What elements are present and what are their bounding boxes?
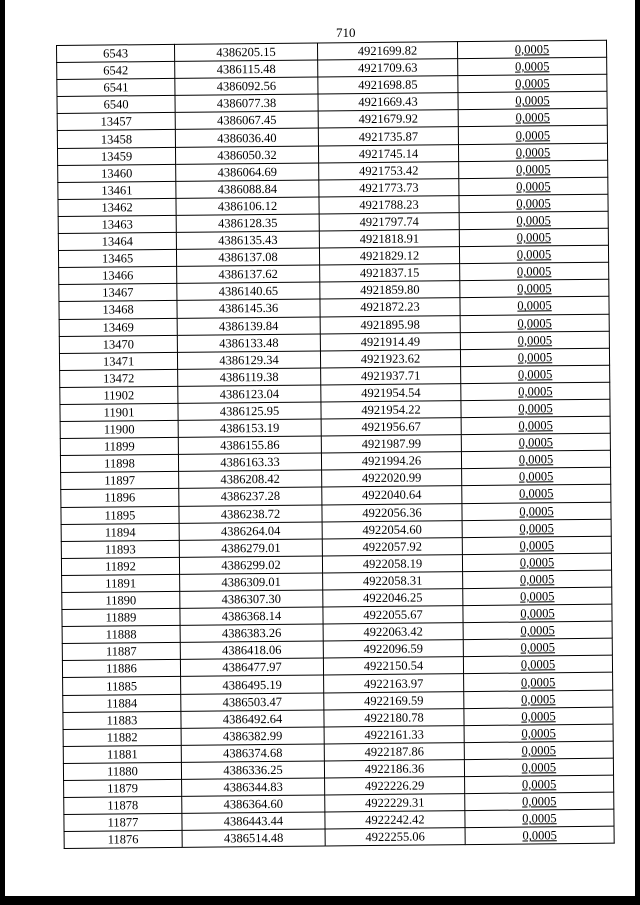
y-coordinate-cell: 4921735.87 (318, 127, 458, 145)
value-cell: 0,0005 (459, 245, 608, 264)
y-coordinate-cell: 4921698.85 (318, 76, 458, 94)
point-number-cell: 11893 (61, 540, 179, 558)
y-coordinate-cell: 4921923.62 (320, 349, 460, 367)
value-cell: 0,0005 (459, 160, 608, 179)
y-coordinate-cell: 4921679.92 (318, 110, 458, 128)
point-number-cell: 11886 (62, 660, 180, 678)
y-coordinate-cell: 4921987.99 (321, 435, 461, 453)
x-coordinate-cell: 4386307.30 (180, 590, 323, 608)
y-coordinate-cell: 4922161.33 (324, 725, 464, 743)
y-coordinate-cell: 4921994.26 (321, 452, 461, 470)
point-number-cell: 13468 (59, 301, 177, 319)
value-cell: 0,0005 (462, 536, 611, 555)
x-coordinate-cell: 4386115.48 (175, 60, 318, 78)
coordinates-sheet (56, 42, 610, 863)
y-coordinate-cell: 4922046.25 (323, 589, 463, 607)
y-coordinate-cell: 4921797.74 (319, 213, 459, 231)
x-coordinate-cell: 4386279.01 (179, 539, 322, 557)
x-coordinate-cell: 4386495.19 (181, 675, 324, 693)
point-number-cell: 13472 (60, 369, 178, 387)
y-coordinate-cell: 4921937.71 (321, 366, 461, 384)
value-cell: 0,0005 (461, 399, 610, 418)
value-cell: 0,0005 (464, 707, 613, 726)
y-coordinate-cell: 4921773.73 (319, 178, 459, 196)
y-coordinate-cell: 4922150.54 (323, 657, 463, 675)
x-coordinate-cell: 4386503.47 (181, 693, 324, 711)
x-coordinate-cell: 4386119.38 (178, 368, 321, 386)
x-coordinate-cell: 4386092.56 (175, 77, 318, 95)
y-coordinate-cell: 4921859.80 (320, 281, 460, 299)
y-coordinate-cell: 4922056.36 (322, 503, 462, 521)
x-coordinate-cell: 4386133.48 (177, 334, 320, 352)
y-coordinate-cell: 4921699.82 (317, 42, 457, 60)
x-coordinate-cell: 4386137.08 (176, 248, 319, 266)
y-coordinate-cell: 4921914.49 (320, 332, 460, 350)
x-coordinate-cell: 4386208.42 (179, 470, 322, 488)
value-cell: 0,0005 (458, 57, 607, 76)
y-coordinate-cell: 4922186.36 (324, 760, 464, 778)
value-cell: 0,0005 (462, 485, 611, 504)
point-number-cell: 11879 (64, 779, 182, 797)
x-coordinate-cell: 4386309.01 (180, 573, 323, 591)
x-coordinate-cell: 4386128.35 (176, 214, 319, 232)
x-coordinate-cell: 4386364.60 (182, 795, 325, 813)
value-cell: 0,0005 (465, 826, 614, 845)
value-cell: 0,0005 (458, 74, 607, 93)
value-cell: 0,0005 (461, 450, 610, 469)
point-number-cell: 11894 (61, 523, 179, 541)
x-coordinate-cell: 4386336.25 (181, 761, 324, 779)
value-cell: 0,0005 (465, 775, 614, 794)
point-number-cell: 11895 (61, 506, 179, 524)
x-coordinate-cell: 4386383.26 (180, 624, 323, 642)
x-coordinate-cell: 4386368.14 (180, 607, 323, 625)
point-number-cell: 6542 (57, 61, 175, 79)
x-coordinate-cell: 4386077.38 (175, 94, 318, 112)
x-coordinate-cell: 4386145.36 (177, 299, 320, 317)
point-number-cell: 11885 (63, 677, 181, 695)
value-cell: 0,0005 (463, 587, 612, 606)
x-coordinate-cell: 4386514.48 (182, 829, 325, 847)
value-cell: 0,0005 (464, 724, 613, 743)
point-number-cell: 11877 (64, 814, 182, 832)
page-number: 710 (336, 25, 356, 40)
coordinates-table (56, 40, 615, 850)
value-cell: 0,0005 (460, 348, 609, 367)
point-number-cell: 11883 (63, 711, 181, 729)
x-coordinate-cell: 4386344.83 (182, 778, 325, 796)
scan-edge-left (0, 0, 5, 905)
point-number-cell: 11901 (60, 403, 178, 421)
table-body (57, 40, 615, 849)
value-cell: 0,0005 (461, 433, 610, 452)
value-cell: 0,0005 (461, 416, 610, 435)
y-coordinate-cell: 4922226.29 (325, 777, 465, 795)
value-cell: 0,0005 (461, 365, 610, 384)
value-cell: 0,0005 (459, 228, 608, 247)
x-coordinate-cell: 4386106.12 (176, 197, 319, 215)
x-coordinate-cell: 4386064.69 (176, 163, 319, 181)
y-coordinate-cell: 4922058.19 (322, 554, 462, 572)
point-number-cell: 13460 (58, 164, 176, 182)
y-coordinate-cell: 4921745.14 (318, 144, 458, 162)
y-coordinate-cell: 4922229.31 (325, 794, 465, 812)
value-cell: 0,0005 (458, 143, 607, 162)
value-cell: 0,0005 (460, 297, 609, 316)
y-coordinate-cell: 4921872.23 (320, 298, 460, 316)
value-cell: 0,0005 (461, 382, 610, 401)
point-number-cell: 11880 (63, 762, 181, 780)
y-coordinate-cell: 4922096.59 (323, 640, 463, 658)
x-coordinate-cell: 4386264.04 (179, 522, 322, 540)
y-coordinate-cell: 4922054.60 (322, 520, 462, 538)
x-coordinate-cell: 4386237.28 (179, 487, 322, 505)
x-coordinate-cell: 4386238.72 (179, 504, 322, 522)
value-cell: 0,0005 (463, 621, 612, 640)
point-number-cell: 13471 (59, 352, 177, 370)
scan-edge-right (635, 0, 640, 905)
point-number-cell: 13461 (58, 181, 176, 199)
y-coordinate-cell: 4921837.15 (320, 264, 460, 282)
point-number-cell: 11888 (62, 626, 180, 644)
x-coordinate-cell: 4386067.45 (175, 111, 318, 129)
point-number-cell: 11897 (61, 472, 179, 490)
value-cell: 0,0005 (464, 690, 613, 709)
y-coordinate-cell: 4922063.42 (323, 623, 463, 641)
value-cell: 0,0005 (459, 211, 608, 230)
y-coordinate-cell: 4922255.06 (325, 828, 465, 846)
point-number-cell: 13464 (58, 232, 176, 250)
y-coordinate-cell: 4921954.54 (321, 384, 461, 402)
point-number-cell: 11884 (63, 694, 181, 712)
y-coordinate-cell: 4922058.31 (323, 572, 463, 590)
point-number-cell: 11878 (64, 796, 182, 814)
point-number-cell: 13467 (59, 284, 177, 302)
x-coordinate-cell: 4386477.97 (180, 658, 323, 676)
y-coordinate-cell: 4921895.98 (320, 315, 460, 333)
y-coordinate-cell: 4921956.67 (321, 418, 461, 436)
point-number-cell: 11876 (64, 831, 182, 849)
x-coordinate-cell: 4386205.15 (174, 43, 317, 61)
point-number-cell: 13469 (59, 318, 177, 336)
x-coordinate-cell: 4386153.19 (178, 419, 321, 437)
y-coordinate-cell: 4922169.59 (324, 691, 464, 709)
x-coordinate-cell: 4386036.40 (175, 128, 318, 146)
x-coordinate-cell: 4386163.33 (178, 453, 321, 471)
scan-edge-bottom (0, 896, 640, 905)
y-coordinate-cell: 4922163.97 (324, 674, 464, 692)
x-coordinate-cell: 4386374.68 (181, 744, 324, 762)
point-number-cell: 13470 (59, 335, 177, 353)
point-number-cell: 11890 (62, 591, 180, 609)
point-number-cell: 6541 (57, 79, 175, 97)
y-coordinate-cell: 4921709.63 (318, 59, 458, 77)
value-cell: 0,0005 (458, 91, 607, 110)
y-coordinate-cell: 4921788.23 (319, 195, 459, 213)
point-number-cell: 13465 (58, 249, 176, 267)
point-number-cell: 11889 (62, 608, 180, 626)
value-cell: 0,0005 (463, 570, 612, 589)
value-cell: 0,0005 (457, 40, 606, 59)
y-coordinate-cell: 4921753.42 (319, 161, 459, 179)
x-coordinate-cell: 4386299.02 (179, 556, 322, 574)
point-number-cell: 11899 (60, 438, 178, 456)
point-number-cell: 13462 (58, 198, 176, 216)
value-cell: 0,0005 (464, 741, 613, 760)
y-coordinate-cell: 4922187.86 (324, 742, 464, 760)
point-number-cell: 13459 (57, 147, 175, 165)
point-number-cell: 11891 (62, 574, 180, 592)
value-cell: 0,0005 (460, 262, 609, 281)
point-number-cell: 13463 (58, 215, 176, 233)
point-number-cell: 11892 (61, 557, 179, 575)
point-number-cell: 13466 (59, 267, 177, 285)
x-coordinate-cell: 4386129.34 (177, 351, 320, 369)
x-coordinate-cell: 4386088.84 (176, 180, 319, 198)
value-cell: 0,0005 (460, 314, 609, 333)
y-coordinate-cell: 4922040.64 (322, 486, 462, 504)
point-number-cell: 11900 (60, 420, 178, 438)
y-coordinate-cell: 4922180.78 (324, 708, 464, 726)
x-coordinate-cell: 4386418.06 (180, 641, 323, 659)
value-cell: 0,0005 (462, 502, 611, 521)
value-cell: 0,0005 (459, 194, 608, 213)
x-coordinate-cell: 4386139.84 (177, 316, 320, 334)
x-coordinate-cell: 4386123.04 (178, 385, 321, 403)
point-number-cell: 6543 (57, 44, 175, 62)
x-coordinate-cell: 4386050.32 (175, 146, 318, 164)
value-cell: 0,0005 (463, 656, 612, 675)
point-number-cell: 6540 (57, 96, 175, 114)
point-number-cell: 11882 (63, 728, 181, 746)
point-number-cell: 11881 (63, 745, 181, 763)
x-coordinate-cell: 4386382.99 (181, 727, 324, 745)
value-cell: 0,0005 (464, 758, 613, 777)
y-coordinate-cell: 4922242.42 (325, 811, 465, 829)
point-number-cell: 11887 (62, 643, 180, 661)
x-coordinate-cell: 4386125.95 (178, 402, 321, 420)
x-coordinate-cell: 4386155.86 (178, 436, 321, 454)
value-cell: 0,0005 (458, 126, 607, 145)
value-cell: 0,0005 (462, 553, 611, 572)
value-cell: 0,0005 (465, 809, 614, 828)
value-cell: 0,0005 (465, 792, 614, 811)
point-number-cell: 13457 (57, 113, 175, 131)
y-coordinate-cell: 4921829.12 (319, 247, 459, 265)
value-cell: 0,0005 (462, 468, 611, 487)
x-coordinate-cell: 4386135.43 (176, 231, 319, 249)
x-coordinate-cell: 4386443.44 (182, 812, 325, 830)
value-cell: 0,0005 (458, 109, 607, 128)
value-cell: 0,0005 (463, 638, 612, 657)
value-cell: 0,0005 (459, 177, 608, 196)
point-number-cell: 11896 (61, 489, 179, 507)
y-coordinate-cell: 4921818.91 (319, 230, 459, 248)
y-coordinate-cell: 4921954.22 (321, 401, 461, 419)
x-coordinate-cell: 4386140.65 (177, 282, 320, 300)
value-cell: 0,0005 (460, 280, 609, 299)
y-coordinate-cell: 4921669.43 (318, 93, 458, 111)
point-number-cell: 13458 (57, 130, 175, 148)
value-cell: 0,0005 (460, 331, 609, 350)
point-number-cell: 11898 (60, 455, 178, 473)
value-cell: 0,0005 (464, 673, 613, 692)
y-coordinate-cell: 4922020.99 (322, 469, 462, 487)
x-coordinate-cell: 4386492.64 (181, 710, 324, 728)
x-coordinate-cell: 4386137.62 (177, 265, 320, 283)
point-number-cell: 11902 (60, 386, 178, 404)
y-coordinate-cell: 4922057.92 (322, 537, 462, 555)
y-coordinate-cell: 4922055.67 (323, 606, 463, 624)
value-cell: 0,0005 (463, 604, 612, 623)
value-cell: 0,0005 (462, 519, 611, 538)
